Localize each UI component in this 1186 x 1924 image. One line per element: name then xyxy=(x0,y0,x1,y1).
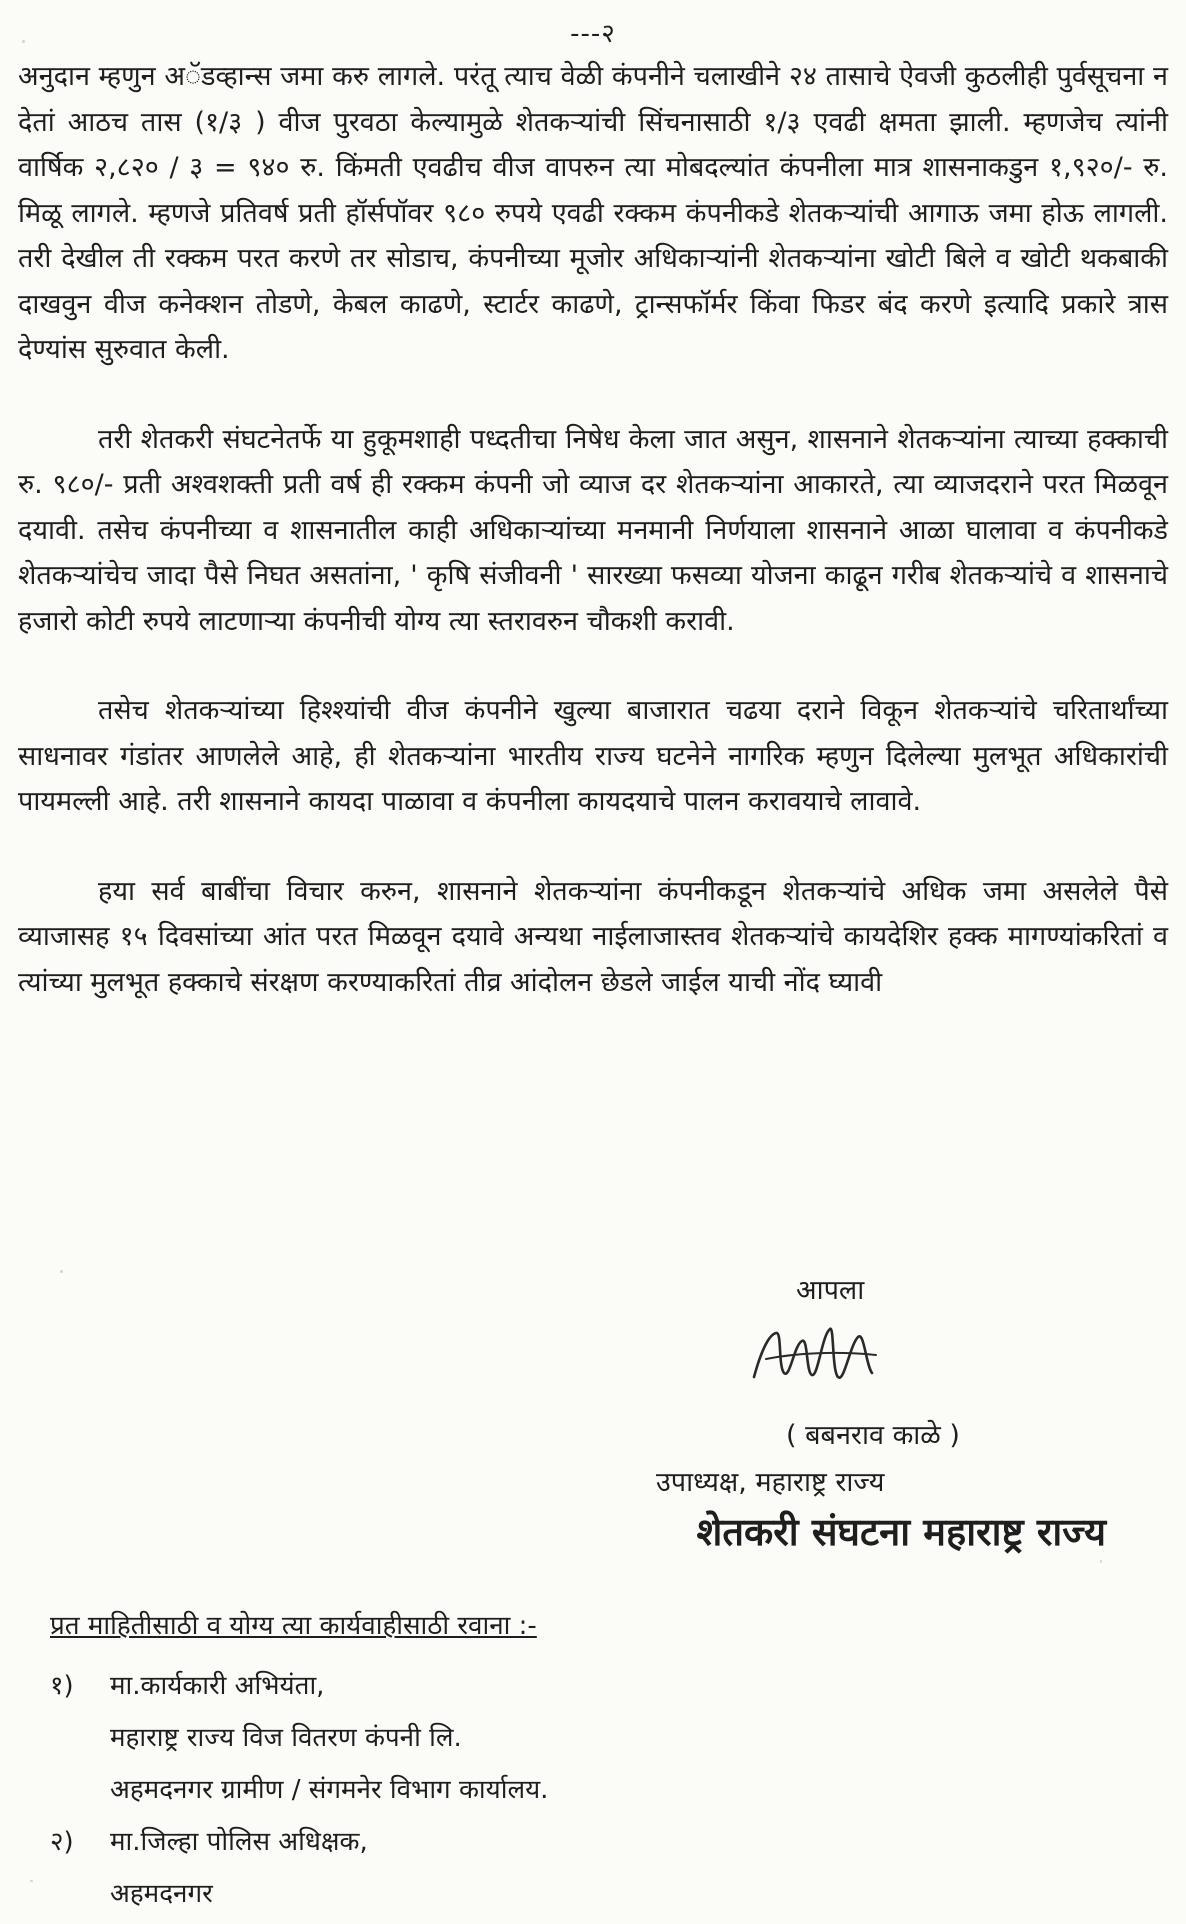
handwritten-signature xyxy=(746,1315,886,1395)
signature-block xyxy=(546,1270,1106,1554)
signer-name: ( बबनराव काळे ) xyxy=(786,1420,960,1451)
letter-body xyxy=(18,54,1168,1005)
paper-speck xyxy=(60,1270,63,1273)
copy-to-item xyxy=(50,1816,1130,1920)
organization-name: शेतकरी संघटना महाराष्ट्र राज्य xyxy=(696,1510,1106,1554)
copy-to-line: महाराष्ट्र राज्य विज वितरण कंपनी लि. xyxy=(110,1723,462,1753)
copy-to-line: अहमदनगर xyxy=(110,1879,213,1909)
paragraph-4: हया सर्व बाबींचा विचार करुन, शासनाने शेतकऱ्यांना कंपनीकडून शेतकऱ्यांचे अधिक जमा असलेले पैसे व्याजासह १५ दिवसांच्या आंत परत मिळवून दयावे अन्यथा नाईलाजास्तव शेतकऱ्यांचे कायदेशिर हक्क मागण्यांकरितां व त्यांच्या मुलभूत हक्काचे संरक्षण करण्याकरितां तीव्र आंदोलन छेडले जाईल याची नोंद घ्यावी xyxy=(18,875,1168,998)
page-number: ---२ xyxy=(570,19,616,49)
copy-to-line: मा.जिल्हा पोलिस अधिक्षक, xyxy=(110,1827,368,1857)
copy-to-item xyxy=(50,1660,1130,1816)
copy-to-item-number: १) xyxy=(50,1671,74,1701)
copy-to-line: अहमदनगर ग्रामीण / संगमनेर विभाग कार्यालय. xyxy=(110,1775,549,1805)
signer-title: उपाध्यक्ष, महाराष्ट्र राज्य xyxy=(656,1467,885,1498)
copy-to-section xyxy=(50,1600,1130,1920)
copy-to-line: मा.कार्यकारी अभियंता, xyxy=(110,1671,325,1701)
paragraph-2: तरी शेतकरी संघटनेतर्फे या हुकूमशाही पध्दतीचा निषेध केला जात असुन, शासनाने शेतकऱ्यांना त्याच्या हक्काची रु. ९८०/- प्रती अश्वशक्ती प्रती वर्ष ही रक्कम कंपनी जो व्याज दर शेतकऱ्यांना आकारते, त्या व्याजदराने परत मिळवून दयावी. तसेच कंपनीच्या व शासनातील काही अधिकाऱ्यांच्या मनमानी निर्णयाला शासनाने आळा घालावा व कंपनीकडे शेतकऱ्यांचेच जादा पैसे निघत असतांना, ' कृषि संजीवनी ' सारख्या फसव्या योजना काढून गरीब शेतकऱ्यांचे व शासनाचे हजारो कोटी रुपये लाटणाऱ्या कंपनीची योग्य त्या स्तरावरुन चौकशी करावी. xyxy=(18,423,1168,637)
paper-speck xyxy=(30,1880,33,1882)
paragraph-1: अनुदान म्हणुन अॅडव्हान्स जमा करु लागले. परंतू त्याच वेळी कंपनीने चलाखीने २४ तासाचे ऐवजी कुठलीही पुर्वसूचना न देतां आठच तास (१/३ ) वीज पुरवठा केल्यामुळे शेतकऱ्यांची सिंचनासाठी १/३ एवढी क्षमता झाली. म्हणजेच त्यांनी वार्षिक २,८२० / ३ = ९४० रु. किंमती एवढीच वीज वापरुन त्या मोबदल्यांत कंपनीला मात्र शासनाकडुन १,९२०/- रु. मिळू लागले. म्हणजे प्रतिवर्ष प्रती हॉर्सपॉवर ९८० रुपये एवढी रक्कम कंपनीकडे शेतकऱ्यांची आगाऊ जमा होऊ लागली. तरी देखील ती रक्कम परत करणे तर सोडाच, कंपनीच्या मूजोर अधिकाऱ्यांनी शेतकऱ्यांना खोटी बिले व खोटी थकबाकी दाखवुन वीज कनेक्शन तोडणे, केबल काढणे, स्टार्टर काढणे, ट्रान्सफॉर्मर किंवा फिडर बंद करणे इत्यादि प्रकारे त्रास देण्यांस सुरुवात केली. xyxy=(18,61,1168,365)
copy-to-item-number: २) xyxy=(50,1827,74,1857)
copy-to-heading: प्रत माहितीसाठी व योग्य त्या कार्यवाहीसाठी रवाना :- xyxy=(50,1611,537,1641)
paper-speck xyxy=(1100,1560,1102,1563)
closing: आपला xyxy=(796,1275,865,1306)
copy-to-list xyxy=(50,1660,1130,1920)
paragraph-3: तसेच शेतकऱ्यांच्या हिश्श्यांची वीज कंपनीने खुल्या बाजारात चढया दराने विकून शेतकऱ्यांचे चरितार्थांच्या साधनावर गंडांतर आणलेले आहे, ही शेतकऱ्यांना भारतीय राज्य घटनेने नागरिक म्हणुन दिलेल्या मुलभूत अधिकारांची पायमल्ली आहे. तरी शासनाने कायदा पाळावा व कंपनीला कायदयाचे पालन करावयाचे लावावे. xyxy=(18,695,1168,817)
